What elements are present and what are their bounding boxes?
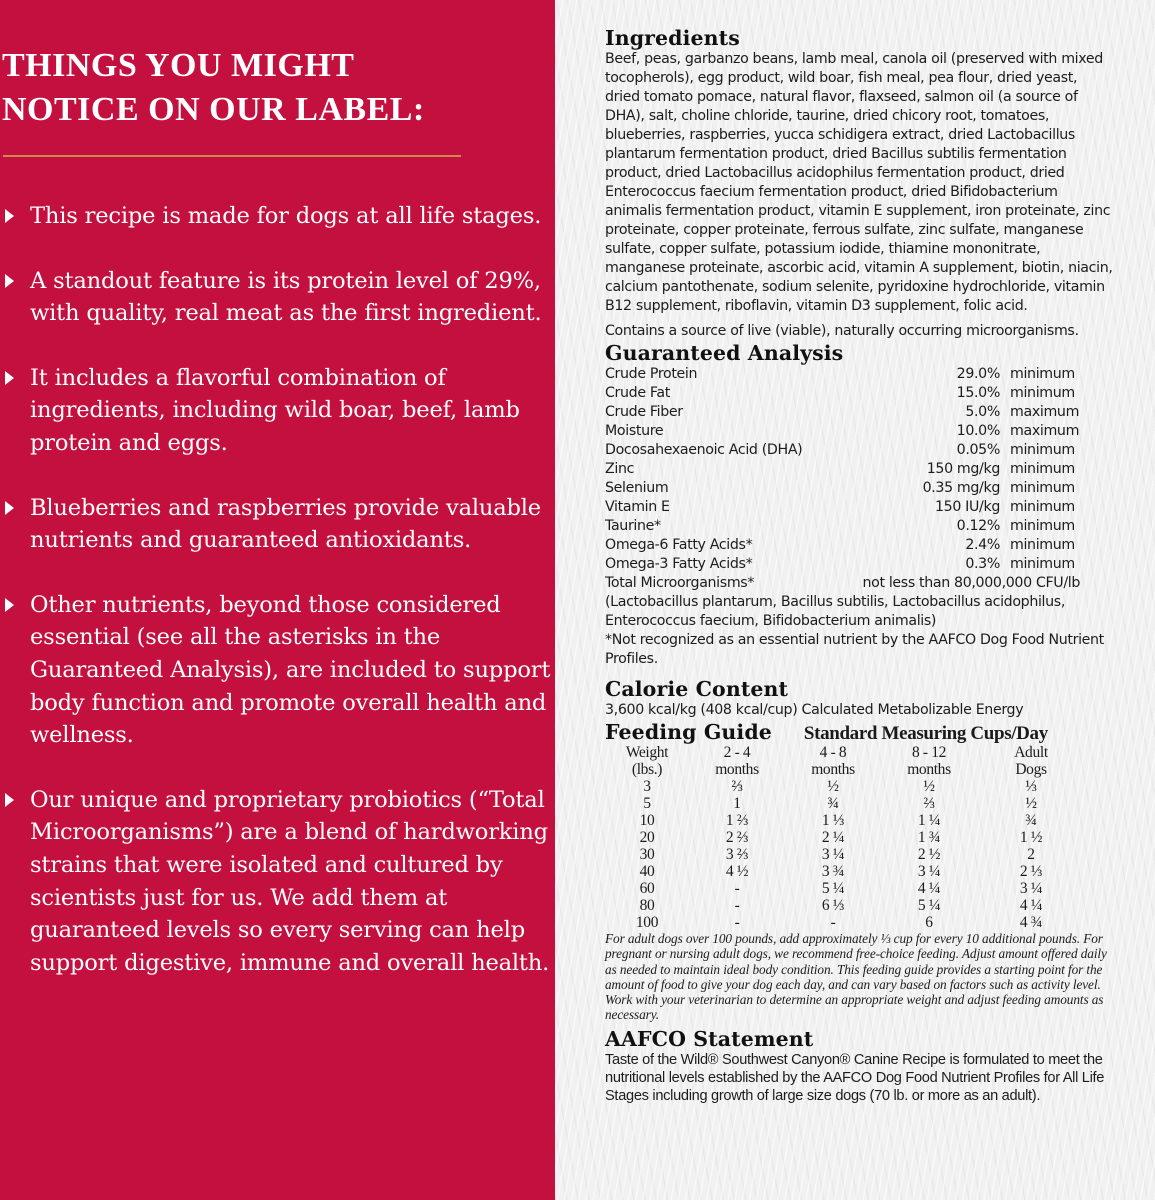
feature-text: It includes a flavorful combination of ingredients, including wild boar, beef, lamb protein and eggs. (30, 364, 520, 456)
nutrient-name: Selenium (605, 480, 669, 496)
table-row (605, 441, 1080, 460)
table-row (605, 517, 1080, 536)
aafco-section (605, 1027, 1115, 1105)
calorie-heading: Calorie Content (605, 677, 789, 701)
feature-item (0, 784, 552, 980)
column-header-line: Adult (1014, 744, 1048, 761)
title-line: THINGS YOU MIGHT (2, 47, 355, 84)
cups-cell: 1 ¾ (917, 829, 941, 846)
table-row (605, 422, 1080, 441)
column-header-line: 2 - 4 (723, 744, 751, 761)
table-row (605, 536, 1080, 555)
cups-cell: 2 ½ (917, 846, 941, 863)
cups-cell: 1 ¼ (917, 812, 941, 829)
table-row (605, 914, 1085, 931)
feature-item (0, 265, 552, 330)
label-content (605, 26, 1115, 1105)
cups-cell: 3 ¾ (821, 863, 845, 880)
nutrient-value: 29.0% (956, 366, 1000, 382)
column-header-line: (lbs.) (631, 761, 663, 778)
weight-cell: 10 (639, 812, 655, 829)
triangle-right-icon (5, 274, 14, 288)
cups-cell: 5 ¼ (917, 897, 941, 914)
feeding-note: For adult dogs over 100 pounds, add approximately ⅓ cup for every 10 additional pounds. For pregnant or nursing adult dogs, we recommend free-choice feeding. Adjust amount offered daily as needed to maintain ideal body condition. This feeding guide provides a starting point for the amount of food to give your dog each day, and can vary based on factors such as activity level. Work with your veterinarian to determine an appropriate weight and adjust feeding amounts as necessary. (605, 931, 1107, 1023)
table-row (605, 880, 1085, 897)
triangle-right-icon (5, 501, 14, 515)
feature-text: Our unique and proprietary probiotics (“Total Microorganisms”) are a blend of hardworking strains that were isolated and cultured by scientists just for us. We add them at guaranteed levels so every serving can help support digestive, immune and overall health. (30, 786, 550, 976)
table-row (605, 795, 1085, 812)
cups-cell: 2 ⅓ (1019, 863, 1043, 880)
strain-list: (Lactobacillus plantarum, Bacillus subtilis, Lactobacillus acidophilus, Enterococcus faecium, Bifidobacterium animalis) (605, 594, 1065, 629)
table-row (605, 846, 1085, 863)
microorganisms-note: Contains a source of live (viable), naturally occurring microorganisms. (605, 323, 1079, 339)
feeding-guide-section (605, 720, 1115, 1023)
nutrient-qualifier: minimum (1010, 442, 1075, 458)
column-header-line: months (715, 761, 759, 778)
label-notes-title (2, 44, 542, 132)
weight-cell: 3 (643, 778, 651, 795)
triangle-right-icon (5, 598, 14, 612)
cups-cell: 1 ⅔ (725, 812, 749, 829)
weight-cell: 60 (639, 880, 655, 897)
table-row (605, 555, 1080, 574)
cups-cell: ½ (827, 778, 839, 795)
nutrient-qualifier: maximum (1010, 404, 1080, 420)
feature-text: A standout feature is its protein level of 29%, with quality, real meat as the first ingredient. (30, 267, 542, 327)
table-header-row (605, 744, 1085, 778)
nutrient-qualifier: minimum (1010, 366, 1075, 382)
nutrient-value: 150 mg/kg (926, 461, 1000, 477)
cups-cell: ½ (923, 778, 935, 795)
table-row (605, 365, 1080, 384)
nutrient-value: 10.0% (956, 423, 1000, 439)
aafco-footnote: *Not recognized as an essential nutrient by the AAFCO Dog Food Nutrient Profiles. (605, 632, 1104, 667)
nutrient-qualifier: minimum (1010, 537, 1075, 553)
column-header (605, 744, 689, 778)
table-row (605, 479, 1080, 498)
cups-cell: 1 ½ (1019, 829, 1043, 846)
nutrient-name: Zinc (605, 461, 635, 477)
nutrient-value: 0.12% (956, 518, 1000, 534)
nutrient-value: 0.05% (956, 442, 1000, 458)
cups-cell: 6 ⅓ (821, 897, 845, 914)
column-header-line: 4 - 8 (819, 744, 847, 761)
aafco-heading: AAFCO Statement (605, 1026, 814, 1051)
table-row (605, 384, 1080, 403)
cups-cell: 6 (925, 914, 933, 931)
weight-cell: 20 (639, 829, 655, 846)
cups-cell: 2 ⅔ (725, 829, 749, 846)
nutrient-value: 15.0% (956, 385, 1000, 401)
feeding-rows (605, 778, 1085, 931)
cups-cell: - (734, 880, 740, 897)
nutrient-name: Crude Protein (605, 366, 698, 382)
feature-item (0, 589, 552, 752)
cups-cell: 4 ¼ (1019, 897, 1043, 914)
cups-cell: 3 ⅔ (725, 846, 749, 863)
nutrient-qualifier: maximum (1010, 423, 1080, 439)
nutrient-name: Crude Fiber (605, 404, 683, 420)
calorie-section (605, 677, 1115, 720)
table-row (605, 574, 1080, 593)
table-row (605, 460, 1080, 479)
label-panel (555, 0, 1155, 1200)
nutrient-qualifier: minimum (1010, 480, 1075, 496)
feature-item (0, 362, 552, 460)
nutrient-name: Docosahexaenoic Acid (DHA) (605, 442, 803, 458)
nutrient-value: 0.35 mg/kg (922, 480, 1000, 496)
feature-item (0, 200, 552, 233)
cups-cell: - (734, 897, 740, 914)
weight-cell: 30 (639, 846, 655, 863)
calorie-text: 3,600 kcal/kg (408 kcal/cup) Calculated Metabolizable Energy (605, 702, 1024, 718)
feeding-table (605, 744, 1085, 931)
guaranteed-analysis-heading: Guaranteed Analysis (605, 341, 844, 365)
table-row (605, 778, 1085, 795)
nutrient-qualifier: minimum (1010, 556, 1075, 572)
cups-cell: ½ (1025, 795, 1037, 812)
nutrient-value: 5.0% (965, 404, 1000, 420)
cups-cell: ⅔ (923, 795, 935, 812)
cups-cell: 4 ½ (725, 863, 749, 880)
nutrient-value: 150 IU/kg (934, 499, 1000, 515)
column-header (881, 744, 977, 778)
cups-cell: ⅓ (1025, 778, 1037, 795)
cups-cell: - (734, 914, 740, 931)
divider (3, 155, 461, 157)
ingredients-section (605, 26, 1115, 341)
cups-cell: 3 ¼ (1019, 880, 1043, 897)
feature-list (0, 200, 552, 1011)
column-header (785, 744, 881, 778)
table-row (605, 897, 1085, 914)
cups-cell: 1 (733, 795, 741, 812)
ingredients-list: Beef, peas, garbanzo beans, lamb meal, canola oil (preserved with mixed tocopherols), egg product, wild boar, fish meal, pea flour, dried yeast, dried tomato pomace, natural flavor, flaxseed, salmon oil (a source of DHA), salt, choline chloride, taurine, dried chicory root, tomatoes, blueberries, raspberries, yucca schidigera extract, dried Lactobacillus plantarum fermentation product, dried Bacillus subtilis fermentation product, dried Lactobacillus acidophilus fermentation product, dried Enterococcus faecium fermentation product, dried Bifidobacterium animalis fermentation product, vitamin E supplement, iron proteinate, zinc proteinate, copper proteinate, ferrous sulfate, zinc sulfate, manganese sulfate, copper sulfate, potassium iodide, thiamine mononitrate, manganese proteinate, ascorbic acid, vitamin A supplement, biotin, niacin, calcium pantothenate, sodium selenite, pyridoxine hydrochloride, vitamin B12 supplement, riboflavin, vitamin D3 supplement, folic acid. (605, 51, 1113, 314)
table-row (605, 812, 1085, 829)
nutrient-name: Omega-6 Fatty Acids* (605, 537, 753, 553)
title-line: NOTICE ON OUR LABEL: (2, 91, 425, 128)
nutrient-name: Omega-3 Fatty Acids* (605, 556, 753, 572)
nutrient-value: 0.3% (965, 556, 1000, 572)
cups-cell: ¾ (827, 795, 839, 812)
column-header-line: months (811, 761, 855, 778)
cups-cell: 5 ¼ (821, 880, 845, 897)
column-header (977, 744, 1085, 778)
feeding-guide-subheading: Standard Measuring Cups/Day (803, 723, 1048, 744)
ingredients-heading: Ingredients (605, 26, 740, 50)
feature-item (0, 492, 552, 557)
weight-cell: 5 (643, 795, 651, 812)
weight-cell: 80 (639, 897, 655, 914)
table-row (605, 863, 1085, 880)
cups-cell: 2 ¼ (821, 829, 845, 846)
feature-text: Other nutrients, beyond those considered essential (see all the asterisks in the Guaranteed Analysis), are included to support body function and promote overall health and wellness. (30, 591, 551, 749)
weight-cell: 40 (639, 863, 655, 880)
feeding-guide-header (605, 720, 1115, 744)
cups-cell: ⅔ (731, 778, 743, 795)
nutrient-qualifier: minimum (1010, 518, 1075, 534)
nutrient-name: Moisture (605, 423, 664, 439)
weight-cell: 100 (635, 914, 659, 931)
table-row (605, 498, 1080, 517)
nutrient-name: Total Microorganisms* (605, 575, 755, 591)
nutrient-qualifier: minimum (1010, 461, 1075, 477)
nutrient-name: Vitamin E (605, 499, 670, 515)
cups-cell: 4 ¾ (1019, 914, 1043, 931)
feature-text: This recipe is made for dogs at all life stages. (30, 203, 542, 229)
nutrient-name: Crude Fat (605, 385, 670, 401)
cups-cell: 2 (1027, 846, 1035, 863)
table-row (605, 403, 1080, 422)
nutrient-value: 2.4% (965, 537, 1000, 553)
feature-text: Blueberries and raspberries provide valuable nutrients and guaranteed antioxidants. (30, 494, 541, 554)
column-header-line: Weight (625, 744, 669, 761)
guaranteed-analysis-table (605, 365, 1080, 593)
nutrient-qualifier: minimum (1010, 385, 1075, 401)
triangle-right-icon (5, 371, 14, 385)
cups-cell: - (830, 914, 836, 931)
column-header-line: Dogs (1015, 761, 1047, 778)
cups-cell: 4 ¼ (917, 880, 941, 897)
nutrient-qualifier: minimum (1010, 499, 1075, 515)
table-row (605, 829, 1085, 846)
triangle-right-icon (5, 793, 14, 807)
triangle-right-icon (5, 209, 14, 223)
column-header (689, 744, 785, 778)
column-header-line: months (907, 761, 951, 778)
cups-cell: ¾ (1025, 812, 1037, 829)
cups-cell: 1 ⅓ (821, 812, 845, 829)
left-panel (0, 0, 555, 1200)
nutrient-value: not less than 80,000,000 CFU/lb (862, 575, 1080, 591)
nutrient-name: Taurine* (605, 518, 661, 534)
aafco-statement: Taste of the Wild® Southwest Canyon® Canine Recipe is formulated to meet the nutritional levels established by the AAFCO Dog Food Nutrient Profiles for All Life Stages including growth of large size dogs (70 lb. or more as an adult). (605, 1051, 1105, 1104)
guaranteed-analysis-section (605, 341, 1115, 669)
feeding-guide-heading: Feeding Guide (605, 720, 772, 744)
cups-cell: 3 ¼ (821, 846, 845, 863)
cups-cell: 3 ¼ (917, 863, 941, 880)
column-header-line: 8 - 12 (911, 744, 947, 761)
